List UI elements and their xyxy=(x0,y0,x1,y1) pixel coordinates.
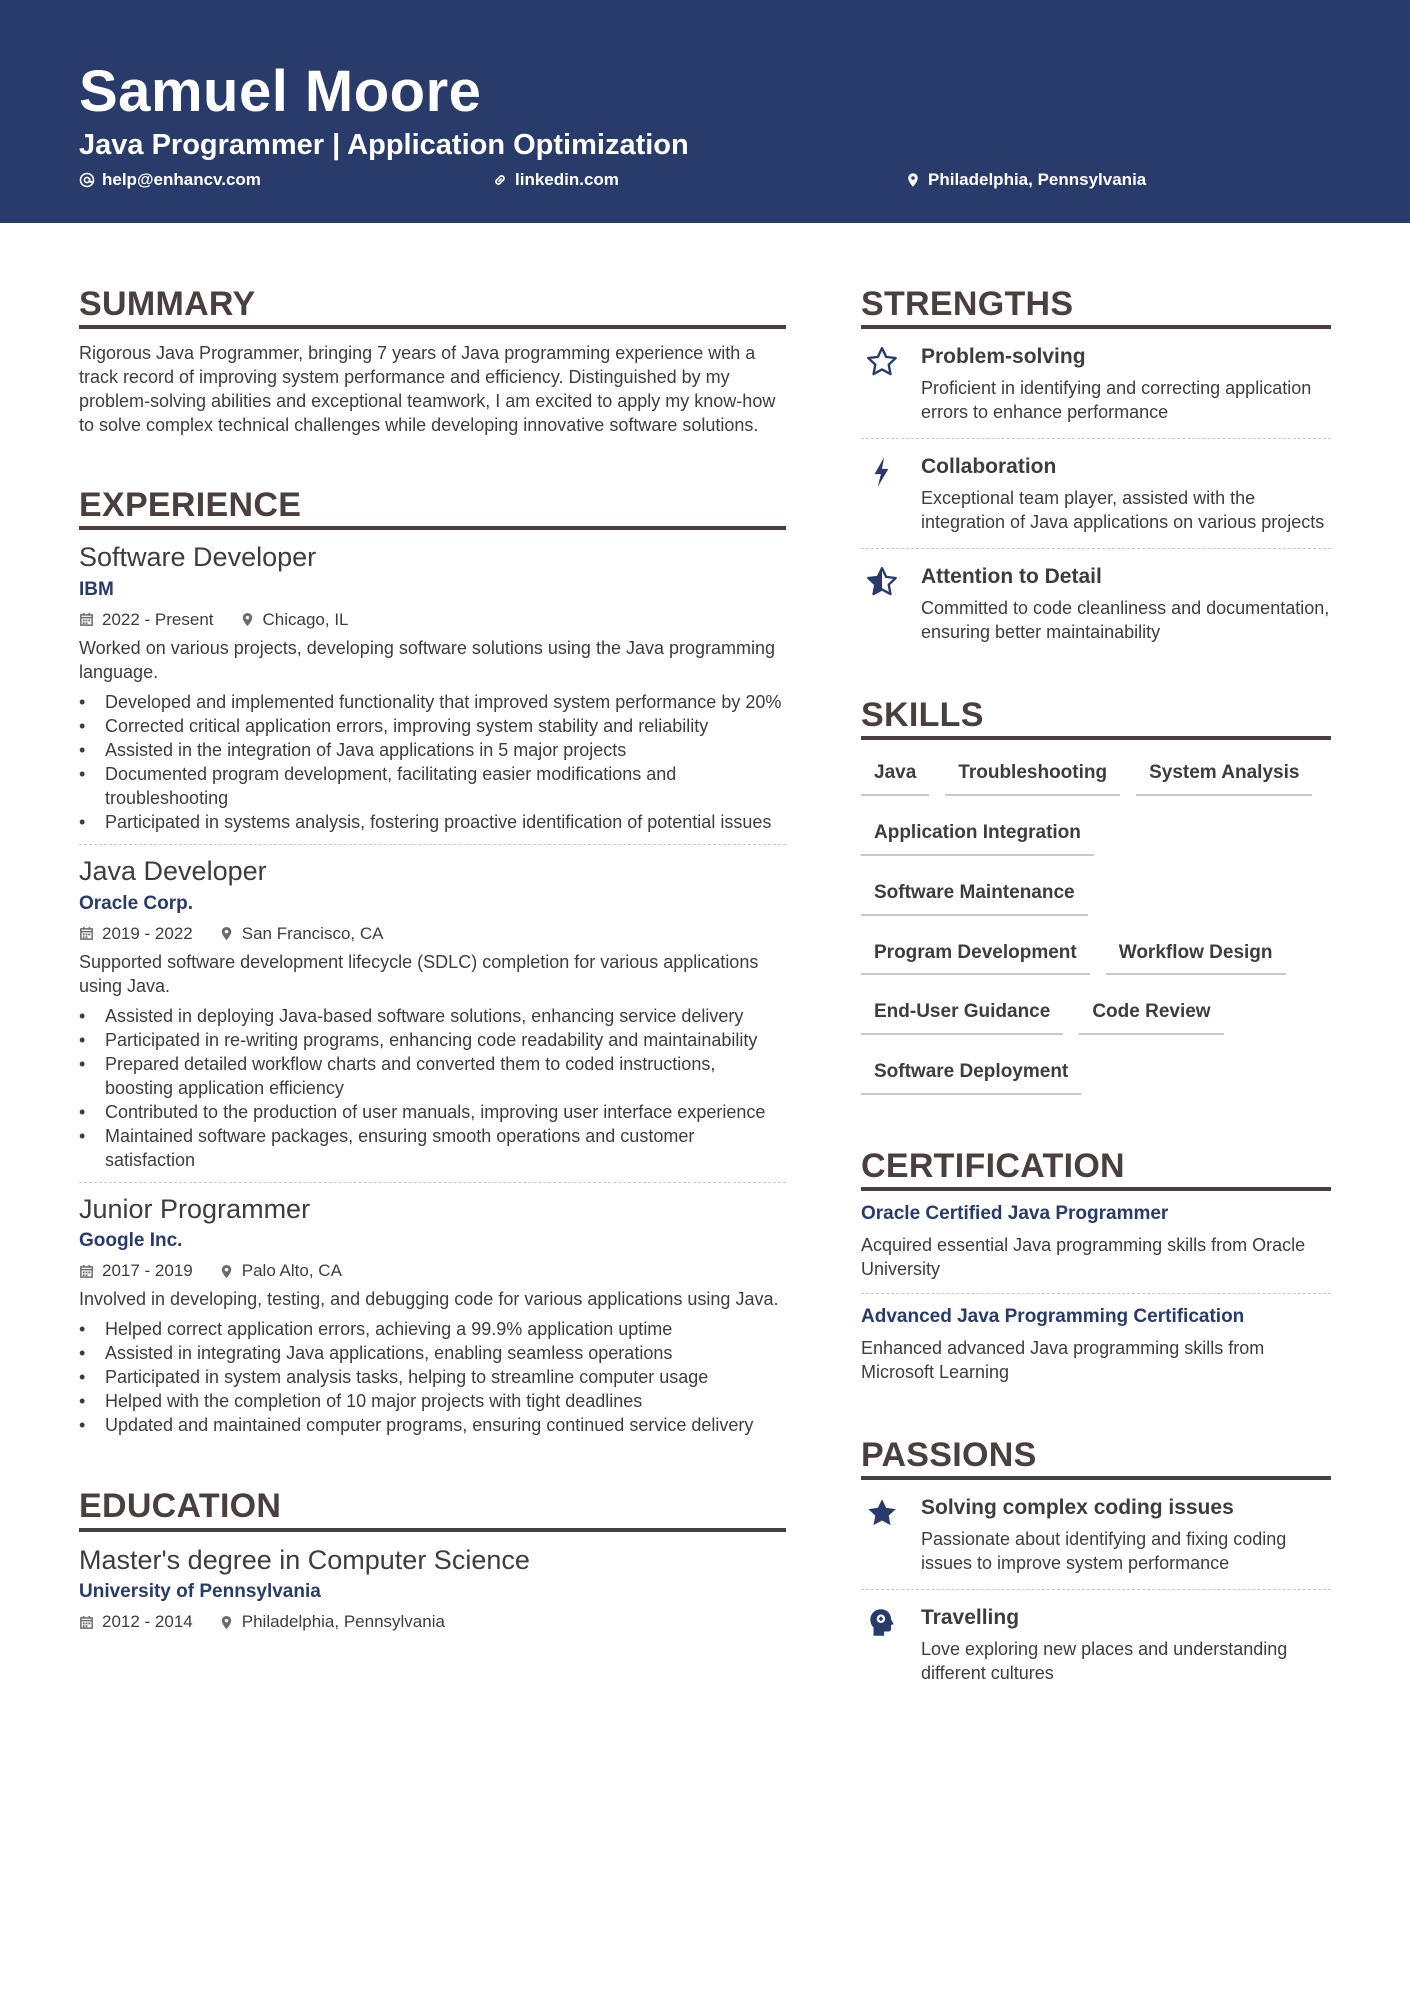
location-pin-icon xyxy=(219,1264,234,1279)
bullet-item: • Prepared detailed workflow charts and converted them to coded instructions, boosting application efficiency xyxy=(79,1052,786,1100)
skill-tag: Program Development xyxy=(861,932,1090,976)
job-description: Supported software development lifecycle (SDLC) completion for various applications using Java. xyxy=(79,951,759,996)
bullet-item: • Participated in systems analysis, fostering proactive identification of potential issues xyxy=(79,810,786,834)
bullet-item: • Corrected critical application errors, improving system stability and reliability xyxy=(79,714,786,738)
skills-heading: SKILLS xyxy=(861,696,1331,740)
location-pin-icon xyxy=(219,1615,234,1630)
skill-tag: Software Deployment xyxy=(861,1051,1081,1095)
bullet-item: • Developed and implemented functionality that improved system performance by 20% xyxy=(79,690,786,714)
location-pin-icon xyxy=(219,926,234,941)
bullet-item: • Maintained software packages, ensuring smooth operations and customer satisfaction xyxy=(79,1124,786,1172)
contact-link-text: linkedin.com xyxy=(515,170,619,189)
location-pin-icon xyxy=(240,612,255,627)
certification-section xyxy=(861,1147,1331,1396)
contact-email-text: help@enhancv.com xyxy=(102,170,261,189)
candidate-name: Samuel Moore xyxy=(79,59,482,124)
education-school: University of Pennsylvania xyxy=(79,1581,321,1603)
calendar-icon xyxy=(79,1615,94,1630)
summary-section xyxy=(79,285,786,437)
strength-item xyxy=(861,548,1331,658)
job-bullets xyxy=(79,1004,786,1172)
bullet-item: • Helped correct application errors, achieving a 99.9% application uptime xyxy=(79,1317,786,1341)
candidate-title: Java Programmer | Application Optimization xyxy=(79,129,689,161)
skill-tag: Java xyxy=(861,752,929,796)
strength-item xyxy=(861,438,1331,548)
job-meta xyxy=(79,1261,786,1281)
skill-tag: Software Maintenance xyxy=(861,872,1088,916)
skill-tag: Code Review xyxy=(1079,991,1223,1035)
education-heading: EDUCATION xyxy=(79,1487,786,1531)
contact-email[interactable] xyxy=(79,170,261,190)
contact-location xyxy=(905,170,1146,190)
left-column xyxy=(79,285,786,1632)
job-bullets xyxy=(79,690,786,834)
skill-tag: Workflow Design xyxy=(1106,932,1286,976)
job-title: Java Developer xyxy=(79,855,267,886)
job-location: San Francisco, CA xyxy=(241,923,384,943)
skill-tag: Application Integration xyxy=(861,812,1094,856)
strength-title: Attention to Detail xyxy=(921,565,1102,589)
passion-text: Love exploring new places and understanding different cultures xyxy=(921,1639,1288,1684)
at-icon xyxy=(79,172,95,188)
education-meta xyxy=(79,1612,786,1632)
job-entry xyxy=(79,844,786,1182)
certification-item xyxy=(861,1191,1331,1293)
strength-item xyxy=(861,329,1331,438)
passion-item xyxy=(861,1589,1331,1699)
bullet-item: • Documented program development, facilitating easier modifications and troubleshooting xyxy=(79,762,786,810)
resume-header xyxy=(0,0,1410,223)
job-bullets xyxy=(79,1317,786,1437)
bullet-item: • Helped with the completion of 10 major projects with tight deadlines xyxy=(79,1389,786,1413)
job-location: Palo Alto, CA xyxy=(241,1261,342,1281)
education-dates: 2012 - 2014 xyxy=(102,1612,193,1632)
certification-item xyxy=(861,1293,1331,1396)
strength-text: Committed to code cleanliness and documentation, ensuring better maintainability xyxy=(921,598,1330,643)
skills-section xyxy=(861,696,1331,1111)
bullet-item: • Assisted in integrating Java applications, enabling seamless operations xyxy=(79,1341,786,1365)
job-dates: 2019 - 2022 xyxy=(102,923,193,943)
bullet-item: • Contributed to the production of user manuals, improving user interface experience xyxy=(79,1100,786,1124)
certification-heading: CERTIFICATION xyxy=(861,1147,1331,1191)
strength-title: Collaboration xyxy=(921,455,1057,479)
job-title: Software Developer xyxy=(79,542,317,573)
bullet-item: • Assisted in deploying Java-based software solutions, enhancing service delivery xyxy=(79,1004,786,1028)
calendar-icon xyxy=(79,926,94,941)
strength-text: Proficient in identifying and correcting application errors to enhance performance xyxy=(921,378,1312,423)
strength-title: Problem-solving xyxy=(921,345,1086,369)
calendar-icon xyxy=(79,1264,94,1279)
certification-title: Oracle Certified Java Programmer xyxy=(861,1203,1169,1225)
passions-heading: PASSIONS xyxy=(861,1436,1331,1480)
job-company: Google Inc. xyxy=(79,1230,183,1252)
star-half-icon xyxy=(865,565,899,599)
job-company: Oracle Corp. xyxy=(79,892,194,914)
strength-text: Exceptional team player, assisted with the integration of Java applications on various projects xyxy=(921,488,1325,533)
passions-section xyxy=(861,1436,1331,1699)
lightning-icon xyxy=(865,455,899,489)
strengths-heading: STRENGTHS xyxy=(861,285,1331,329)
job-company: IBM xyxy=(79,578,114,600)
certification-text: Acquired essential Java programming skills from Oracle University xyxy=(861,1235,1306,1280)
certification-title: Advanced Java Programming Certification xyxy=(861,1306,1245,1328)
passion-text: Passionate about identifying and fixing coding issues to improve system performance xyxy=(921,1529,1287,1574)
job-dates: 2017 - 2019 xyxy=(102,1261,193,1281)
passion-title: Solving complex coding issues xyxy=(921,1496,1234,1520)
skill-tag: Troubleshooting xyxy=(945,752,1120,796)
certification-text: Enhanced advanced Java programming skills from Microsoft Learning xyxy=(861,1338,1265,1383)
bullet-item: • Participated in re-writing programs, enhancing code readability and maintainability xyxy=(79,1028,786,1052)
bullet-item: • Updated and maintained computer programs, ensuring continued service delivery xyxy=(79,1413,786,1437)
head-idea-icon xyxy=(865,1606,899,1640)
contact-link[interactable] xyxy=(492,170,619,190)
job-description: Involved in developing, testing, and debugging code for various applications using Java. xyxy=(79,1289,779,1310)
contact-location-text: Philadelphia, Pennsylvania xyxy=(928,170,1147,189)
skill-tag: System Analysis xyxy=(1136,752,1312,796)
education-section xyxy=(79,1487,786,1632)
bullet-item: • Assisted in the integration of Java applications in 5 major projects xyxy=(79,738,786,762)
right-column xyxy=(861,285,1331,1699)
experience-heading: EXPERIENCE xyxy=(79,486,786,530)
skills-list xyxy=(861,752,1331,1111)
star-outline-icon xyxy=(865,345,899,379)
skill-tag: End-User Guidance xyxy=(861,991,1063,1035)
location-pin-icon xyxy=(905,172,921,188)
job-title: Junior Programmer xyxy=(79,1193,311,1224)
job-entry xyxy=(79,1182,786,1448)
summary-heading: SUMMARY xyxy=(79,285,786,329)
job-meta xyxy=(79,610,786,630)
calendar-icon xyxy=(79,612,94,627)
job-dates: 2022 - Present xyxy=(102,609,214,629)
job-entry xyxy=(79,541,786,844)
job-description: Worked on various projects, developing software solutions using the Java programming language. xyxy=(79,637,776,682)
strengths-section xyxy=(861,285,1331,658)
experience-section xyxy=(79,486,786,1447)
job-meta xyxy=(79,924,786,944)
star-filled-icon xyxy=(865,1496,899,1530)
bullet-item: • Participated in system analysis tasks, helping to streamline computer usage xyxy=(79,1365,786,1389)
passion-item xyxy=(861,1480,1331,1589)
education-location: Philadelphia, Pennsylvania xyxy=(241,1612,445,1632)
passion-title: Travelling xyxy=(921,1606,1020,1630)
summary-text: Rigorous Java Programmer, bringing 7 years of Java programming experience with a track record of improving system performance and efficiency. Distinguished by my problem-solving abilities and exceptional teamwork, I am excited to apply my know-how to solve complex technical challenges while developing innovative software solutions. xyxy=(79,343,776,436)
education-degree: Master's degree in Computer Science xyxy=(79,1544,530,1575)
job-location: Chicago, IL xyxy=(262,609,349,629)
link-icon xyxy=(492,172,508,188)
